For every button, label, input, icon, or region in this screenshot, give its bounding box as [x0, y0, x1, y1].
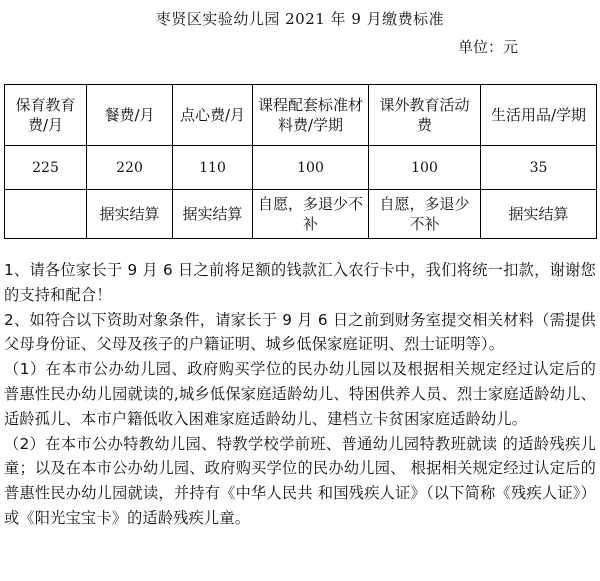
header-cell-activity-fee: 课外教育活动费	[369, 85, 481, 146]
amount-cell: 110	[173, 146, 253, 190]
header-cell-meal-fee: 餐费/月	[87, 85, 173, 146]
amount-cell: 220	[87, 146, 173, 190]
table-header-row	[5, 85, 597, 146]
table-amount-row	[5, 146, 597, 190]
amount-cell: 35	[481, 146, 597, 190]
amount-cell: 100	[369, 146, 481, 190]
remark-cell	[5, 190, 87, 239]
remark-cell: 自愿，多退少不补	[253, 190, 369, 239]
amount-cell: 225	[5, 146, 87, 190]
note-paragraph-1: 1、请各位家长于 9 月 6 日之前将足额的钱款汇入农行卡中，我们将统一扣款，谢谢您的支持和配合！	[4, 261, 596, 304]
note-paragraph-3: （1）在本市公办幼儿园、政府购买学位的民办幼儿园以及根据相关规定经过认定后的普惠性民办幼儿园就读的,城乡低保家庭适龄幼儿、特困供养人员、烈士家庭适龄幼儿、适龄孤儿、本市户籍低收入困难家庭适龄幼儿、建档立卡贫困家庭适龄幼儿。	[4, 360, 596, 428]
note-paragraph-2: 2、如符合以下资助对象条件，请家长于 9 月 6 日之前到财务室提交相关材料（需提供父母身份证、父母及孩子的户籍证明、城乡低保家庭证明、烈士证明等）。	[4, 310, 596, 354]
amount-cell: 100	[253, 146, 369, 190]
remark-cell: 据实结算	[87, 190, 173, 239]
note-paragraph-4: （2）在本市公办特教幼儿园、特教学校学前班、普通幼儿园特教班就读 的适龄残疾儿童；以及在本市公办幼儿园、政府购买学位的民办幼儿园、 根据相关规定经过认定后的普惠性民办幼儿园就读，并持有《中华人民共 和国残疾人证》（以下简称《残疾人证》）或《阳光宝宝卡》的适龄残疾儿童。	[4, 434, 596, 527]
header-cell-materials-fee: 课程配套标准材料费/学期	[253, 85, 369, 146]
table-remark-row	[5, 190, 597, 239]
header-cell-snack-fee: 点心费/月	[173, 85, 253, 146]
header-cell-childcare-fee: 保育教育费/月	[5, 85, 87, 146]
document-title: 枣贤区实验幼儿园 2021 年 9 月缴费标准	[155, 10, 445, 28]
header-cell-supplies-fee: 生活用品/学期	[481, 85, 597, 146]
fee-table	[4, 84, 597, 239]
remark-cell: 自愿，多退少不补	[369, 190, 481, 239]
remark-cell: 据实结算	[481, 190, 597, 239]
unit-label: 单位：元	[457, 38, 518, 56]
remark-cell: 据实结算	[173, 190, 253, 239]
notes-section	[4, 258, 596, 531]
